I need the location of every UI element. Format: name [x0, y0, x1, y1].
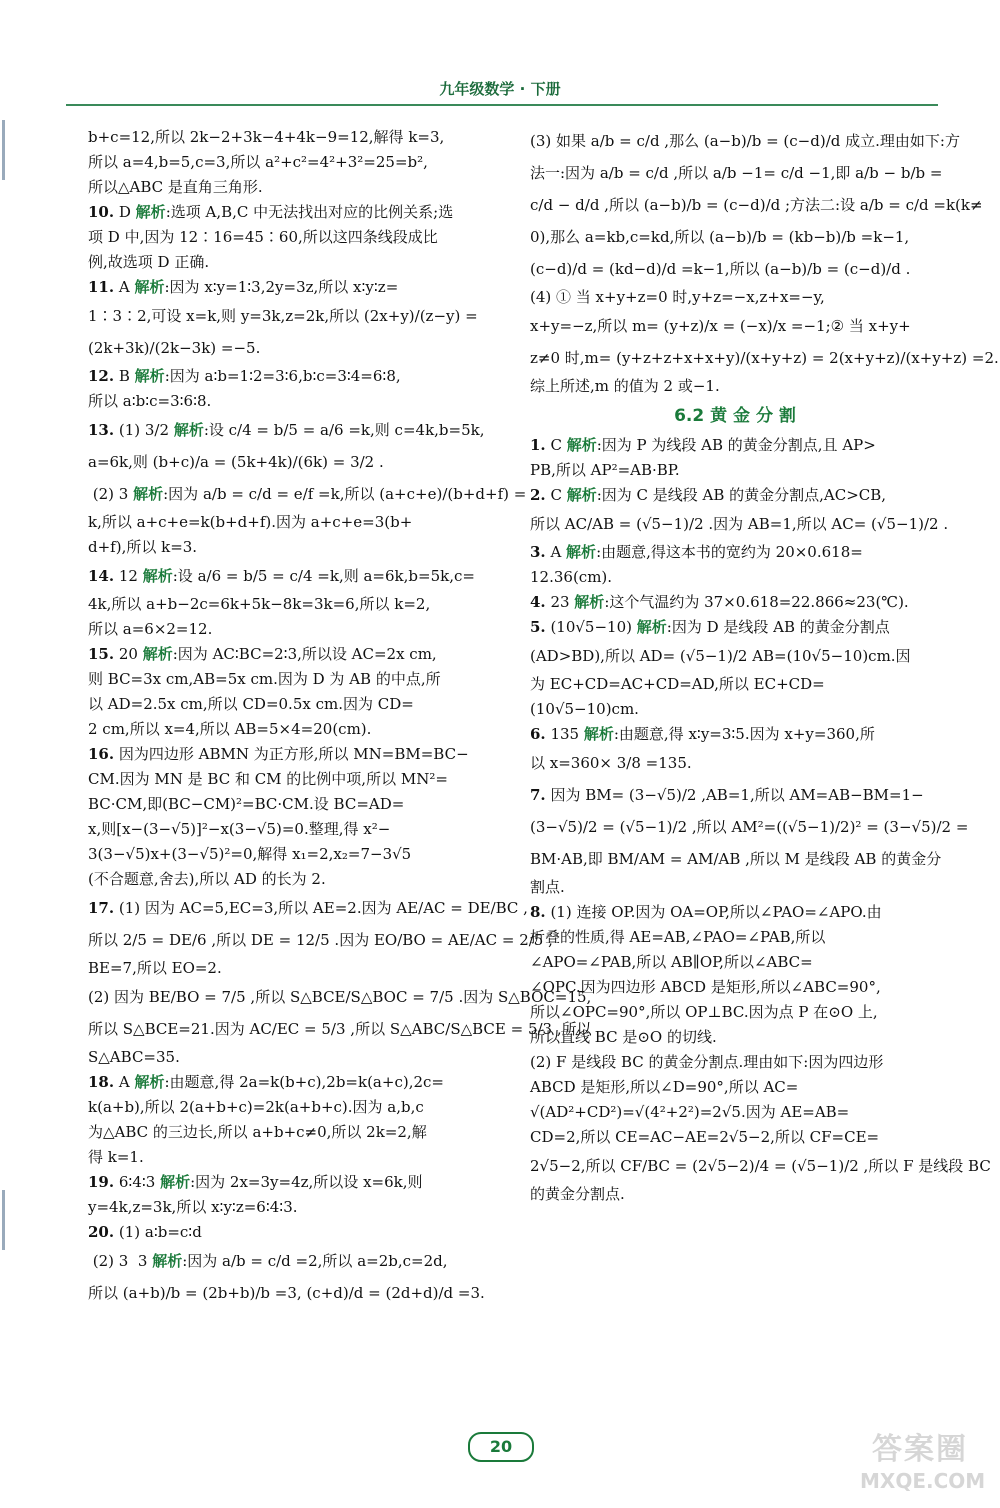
- answer-line: [530, 310, 940, 342]
- watermark-text: 答案圈: [872, 1432, 968, 1467]
- answer-text: B: [114, 367, 135, 385]
- answer-line: [88, 924, 553, 956]
- analysis-label: 解析: [636, 618, 667, 636]
- answer-text: y=4k,z=3k,所以 x∶y∶z=6∶4∶3.: [88, 1198, 298, 1216]
- answer-text: k(a+b),所以 2(a+b+c)=2k(a+b+c).因为 a,b,c: [88, 1098, 424, 1116]
- answer-line: [530, 1075, 940, 1100]
- answer-line: [530, 253, 940, 285]
- binding-mark: [2, 120, 5, 180]
- answer-text: 综上所述,m 的值为 2 或−1.: [530, 377, 720, 395]
- answer-line: [88, 1170, 494, 1195]
- answer-line: [88, 892, 528, 924]
- page-header: 九年级数学 · 下册: [439, 80, 561, 98]
- question-number: 17.: [88, 899, 115, 917]
- answer-text: (10√5−10)cm.: [530, 700, 639, 718]
- answer-text: BC·CM,即(BC−CM)²=BC·CM.设 BC=AD=: [88, 795, 405, 813]
- analysis-label: 解析: [152, 1252, 183, 1270]
- answer-text: 以 x=360× 3/8 =135.: [530, 754, 692, 772]
- answer-text: (3−√5)/2 = (√5−1)/2 ,所以 AM²=((√5−1)/2)² = (3−√5)/2 =: [530, 818, 969, 836]
- answer-line: [88, 717, 494, 742]
- question-number: 2.: [530, 486, 546, 504]
- answer-line: [88, 446, 494, 478]
- section-title: 6.2 黄 金 分 割: [674, 406, 796, 426]
- answer-text: 所以直线 BC 是⊙O 的切线.: [530, 1028, 717, 1046]
- answer-line: [530, 1050, 940, 1075]
- analysis-label: 解析: [133, 485, 164, 503]
- answer-text: 所以△ABC 是直角三角形.: [88, 178, 263, 196]
- answer-line: [530, 285, 940, 310]
- answer-line: [530, 779, 940, 811]
- answer-text: 1∶3∶2,可设 x=k,则 y=3k,z=2k,所以 (2x+y)/(z−y) =: [88, 307, 478, 325]
- answer-text: 3(3−√5)x+(3−√5)²=0,解得 x₁=2,x₂=7−3√5: [88, 845, 412, 863]
- answer-line: [530, 875, 940, 900]
- answer-text: 2 cm,所以 x=4,所以 AB=5×4=20(cm).: [88, 720, 372, 738]
- answer-text: (1) 连接 OP.因为 OA=OP,所以∠PAO=∠APO.由: [545, 903, 882, 921]
- answer-line: [88, 592, 494, 617]
- answer-text: x+y=−z,所以 m= (y+z)/x = (−x)/x =−1;② 当 x+y+: [530, 317, 911, 335]
- analysis-text: :这个气温约为 37×0.618=22.866≈23(℃).: [604, 593, 909, 611]
- question-number: 14.: [88, 567, 115, 585]
- answer-text: 折叠的性质,得 AE=AB,∠PAO=∠PAB,所以: [530, 928, 826, 946]
- answer-text: (2k+3k)/(2k−3k) =−5.: [88, 339, 261, 357]
- analysis-label: 解析: [173, 421, 204, 439]
- analysis-label: 解析: [134, 278, 165, 296]
- question-number: 6.: [530, 725, 546, 743]
- answer-text: z≠0 时,m= (y+z+z+x+x+y)/(x+y+z) = 2(x+y+z)/(x+y+z) =2.: [530, 349, 999, 367]
- question-number: 5.: [530, 618, 546, 636]
- answer-text: a=6k,则 (b+c)/a = (5k+4k)/(6k) = 3/2 .: [88, 453, 384, 471]
- analysis-label: 解析: [135, 203, 166, 221]
- watermark-url: MXQE.COM: [860, 1469, 986, 1493]
- answer-text: BE=7,所以 EO=2.: [88, 959, 222, 977]
- answer-line: [530, 1182, 940, 1207]
- answer-line: [88, 275, 494, 300]
- binding-mark: [2, 1190, 5, 1250]
- answer-text: PB,所以 AP²=AB·BP.: [530, 461, 680, 479]
- answer-line: [530, 697, 940, 722]
- answer-text: CD=2,所以 CE=AC−AE=2√5−2,所以 CF=CE=: [530, 1128, 880, 1146]
- answer-text: 4k,所以 a+b−2c=6k+5k−8k=3k=6,所以 k=2,: [88, 595, 431, 613]
- header-divider: [66, 104, 938, 106]
- analysis-text: :由题意,得这本书的宽约为 20×0.618=: [596, 543, 863, 561]
- analysis-text: :选项 A,B,C 中无法找出对应的比例关系;选: [165, 203, 454, 221]
- answer-line: [530, 374, 940, 399]
- answer-line: [88, 742, 494, 767]
- analysis-label: 解析: [160, 1173, 191, 1191]
- answer-text: k,所以 a+c+e=k(b+d+f).因为 a+c+e=3(b+: [88, 513, 413, 531]
- answer-text: (c−d)/d = (kd−d)/d =k−1,所以 (a−b)/b = (c−d)/d .: [530, 260, 911, 278]
- answer-text: b+c=12,所以 2k−2+3k−4+4k−9=12,解得 k=3,: [88, 128, 445, 146]
- analysis-text: :因为 C 是线段 AB 的黄金分割点,AC>CB,: [596, 486, 887, 504]
- answer-line: [88, 667, 494, 692]
- answer-text: 为 EC+CD=AC+CD=AD,所以 EC+CD=: [530, 675, 825, 693]
- analysis-text: :设 a/6 = b/5 = c/4 =k,则 a=6k,b=5k,c=: [172, 567, 475, 585]
- answer-line: [530, 975, 940, 1000]
- answer-line: [88, 1070, 494, 1095]
- answer-text: 0),那么 a=kb,c=kd,所以 (a−b)/b = (kb−b)/b =k−1,: [530, 228, 910, 246]
- answer-line: [530, 540, 940, 565]
- question-number: 13.: [88, 421, 115, 439]
- answer-line: [88, 767, 494, 792]
- answer-text: 则 BC=3x cm,AB=5x cm.因为 D 为 AB 的中点,所: [88, 670, 441, 688]
- answer-line: [530, 458, 940, 483]
- answer-text: CM.因为 MN 是 BC 和 CM 的比例中项,所以 MN²=: [88, 770, 448, 788]
- answer-text: √(AD²+CD²)=√(4²+2²)=2√5.因为 AE=AB=: [530, 1103, 850, 1121]
- answer-line: [88, 200, 494, 225]
- answer-line: [88, 1013, 592, 1045]
- answer-line: [88, 867, 494, 892]
- page-number: 20: [468, 1432, 534, 1462]
- question-number: 18.: [88, 1073, 115, 1091]
- answer-text: 所以 a=4,b=5,c=3,所以 a²+c²=4²+3²=25=b²,: [88, 153, 428, 171]
- answer-line: [530, 1125, 940, 1150]
- answer-line: [88, 1120, 494, 1145]
- analysis-text: :设 c/4 = b/5 = a/6 =k,则 c=4k,b=5k,: [203, 421, 485, 439]
- question-number: 19.: [88, 1173, 115, 1191]
- answer-text: (1) a∶b=c∶d: [114, 1223, 202, 1241]
- answer-line: [88, 842, 494, 867]
- answer-text: (1) 因为 AC=5,EC=3,所以 AE=2.因为 AE/AC = DE/BC ,: [114, 899, 528, 917]
- question-number: 7.: [530, 786, 546, 804]
- analysis-label: 解析: [566, 486, 597, 504]
- answer-text: 所以 a=6×2=12.: [88, 620, 213, 638]
- answer-line: [88, 956, 494, 981]
- question-number: 11.: [88, 278, 115, 296]
- answer-text: 因为 BM= (3−√5)/2 ,AB=1,所以 AM=AB−BM=1−: [545, 786, 924, 804]
- answer-text: 2√5−2,所以 CF/BC = (2√5−2)/4 = (√5−1)/2 ,所以 F 是线段 BC: [530, 1157, 991, 1175]
- answer-line: [530, 157, 943, 189]
- answer-line: [88, 1220, 494, 1245]
- analysis-label: 解析: [574, 593, 605, 611]
- answer-line: [88, 1145, 494, 1170]
- answer-text: S△ABC=35.: [88, 1048, 180, 1066]
- answer-line: [88, 478, 527, 510]
- answer-text: 12: [114, 567, 143, 585]
- answer-line: [88, 125, 494, 150]
- answer-text: 以 AD=2.5x cm,所以 CD=0.5x cm.因为 CD=: [88, 695, 414, 713]
- answer-text: A: [114, 1073, 135, 1091]
- answer-line: [88, 300, 494, 332]
- answer-line: [88, 225, 494, 250]
- analysis-label: 解析: [142, 567, 173, 585]
- answer-line: [530, 747, 940, 779]
- answer-line: [530, 640, 940, 672]
- analysis-text: :因为 D 是线段 AB 的黄金分割点: [666, 618, 890, 636]
- answer-line: [530, 508, 949, 540]
- answer-text: ∠OPC.因为四边形 ABCD 是矩形,所以∠ABC=90°,: [530, 978, 881, 996]
- answer-text: 所以 S△BCE=21.因为 AC/EC = 5/3 ,所以 S△ABC/S△BCE = 5/3 ,所以: [88, 1020, 592, 1038]
- answer-line: [88, 332, 494, 364]
- answer-text: (2) F 是线段 BC 的黄金分割点.理由如下:因为四边形: [530, 1053, 884, 1071]
- answer-text: 所以 2/5 = DE/6 ,所以 DE = 12/5 .因为 EO/BO = AE/AC = 2/5 ,: [88, 931, 553, 949]
- analysis-text: :因为 a/b = c/d =2,所以 a=2b,c=2d,: [182, 1252, 448, 1270]
- analysis-text: :因为 a/b = c/d = e/f =k,所以 (a+c+e)/(b+d+f) =: [163, 485, 527, 503]
- analysis-text: :因为 2x=3y=4z,所以设 x=6k,则: [190, 1173, 423, 1191]
- answer-line: [88, 692, 494, 717]
- question-number: 16.: [88, 745, 115, 763]
- answer-text: BM·AB,即 BM/AM = AM/AB ,所以 M 是线段 AB 的黄金分: [530, 850, 942, 868]
- answer-line: [88, 1277, 494, 1309]
- answer-text: (1) 3/2: [114, 421, 174, 439]
- answer-line: [530, 1025, 940, 1050]
- answer-text: (3) 如果 a/b = c/d ,那么 (a−b)/b = (c−d)/d 成立.理由如下:方: [530, 132, 960, 150]
- answer-line: [88, 1245, 494, 1277]
- answer-text: C: [545, 436, 567, 454]
- answer-text: (10√5−10): [545, 618, 637, 636]
- answer-line: [88, 981, 592, 1013]
- watermark-logo: [860, 1430, 986, 1500]
- answer-line: [88, 414, 494, 446]
- answer-line: [88, 510, 494, 535]
- answer-line: [88, 175, 494, 200]
- analysis-label: 解析: [566, 436, 597, 454]
- question-number: 1.: [530, 436, 546, 454]
- answer-line: [88, 535, 494, 560]
- answer-line: [530, 811, 969, 843]
- answer-line: [88, 1195, 494, 1220]
- answer-text: 为△ABC 的三边长,所以 a+b+c≠0,所以 2k=2,解: [88, 1123, 427, 1141]
- analysis-label: 解析: [583, 725, 614, 743]
- answer-text: D: [114, 203, 136, 221]
- answer-text: 12.36(cm).: [530, 568, 613, 586]
- answer-line: [530, 590, 940, 615]
- analysis-text: :因为 P 为线段 AB 的黄金分割点,且 AP>: [596, 436, 876, 454]
- analysis-text: :因为 AC∶BC=2∶3,所以设 AC=2x cm,: [172, 645, 437, 663]
- answer-line: [530, 1000, 940, 1025]
- analysis-text: :因为 a∶b=1∶2=3∶6,b∶c=3∶4=6∶8,: [164, 367, 401, 385]
- answer-text: C: [545, 486, 567, 504]
- answer-text: 项 D 中,因为 12∶16=45∶60,所以这四条线段成比: [88, 228, 438, 246]
- analysis-label: 解析: [566, 543, 597, 561]
- answer-text: ABCD 是矩形,所以∠D=90°,所以 AC=: [530, 1078, 799, 1096]
- answer-text: 135: [545, 725, 584, 743]
- answer-text: (4) ① 当 x+y+z=0 时,y+z=−x,z+x=−y,: [530, 288, 825, 306]
- analysis-label: 解析: [134, 367, 165, 385]
- answer-text: ∠APO=∠PAB,所以 AB∥OP,所以∠ABC=: [530, 953, 813, 971]
- answer-text: (2) 因为 BE/BO = 7/5 ,所以 S△BCE/S△BOC = 7/5 .因为 S△BOC=15,: [88, 988, 592, 1006]
- answer-line: [530, 221, 940, 253]
- question-number: 15.: [88, 645, 115, 663]
- question-number: 12.: [88, 367, 115, 385]
- answer-text: A: [114, 278, 135, 296]
- answer-text: x,则[x−(3−√5)]²−x(3−√5)=0.整理,得 x²−: [88, 820, 391, 838]
- answer-text: 因为四边形 ABMN 为正方形,所以 MN=BM=BC−: [114, 745, 469, 763]
- answer-text: (2) 3: [88, 485, 134, 503]
- answer-line: [88, 364, 494, 389]
- answer-text: (不合题意,舍去),所以 AD 的长为 2.: [88, 870, 326, 888]
- analysis-label: 解析: [142, 645, 173, 663]
- answer-line: [88, 792, 494, 817]
- answer-line: [88, 250, 494, 275]
- answer-line: [530, 1100, 940, 1125]
- answer-line: [88, 389, 494, 414]
- answer-text: d+f),所以 k=3.: [88, 538, 198, 556]
- question-number: 8.: [530, 903, 546, 921]
- answer-text: 所以 (a+b)/b = (2b+b)/b =3, (c+d)/d = (2d+d)/d =3.: [88, 1284, 485, 1302]
- answer-line: [530, 722, 940, 747]
- analysis-text: :由题意,得 x∶y=3∶5.因为 x+y=360,所: [613, 725, 875, 743]
- answer-line: [530, 615, 940, 640]
- answer-line: [88, 560, 494, 592]
- question-number: 10.: [88, 203, 115, 221]
- answer-text: (2) 3 3: [88, 1252, 153, 1270]
- answer-text: 23: [545, 593, 575, 611]
- answer-line: [530, 433, 940, 458]
- answer-text: 所以 AC/AB = (√5−1)/2 .因为 AB=1,所以 AC= (√5−1)/2 .: [530, 515, 949, 533]
- answer-line: [88, 1095, 494, 1120]
- answer-line: [530, 125, 960, 157]
- answer-line: [530, 483, 940, 508]
- answer-line: [530, 900, 940, 925]
- answer-line: [530, 565, 940, 590]
- right-column: [530, 125, 999, 1207]
- answer-line: [530, 950, 940, 975]
- answer-text: 割点.: [530, 878, 565, 896]
- answer-line: [88, 817, 494, 842]
- answer-line: [88, 1045, 494, 1070]
- answer-text: 6∶4∶3: [114, 1173, 161, 1191]
- answer-line: [88, 150, 494, 175]
- analysis-text: :因为 x∶y=1∶3,2y=3z,所以 x∶y∶z=: [164, 278, 399, 296]
- answer-line: [88, 617, 494, 642]
- question-number: 3.: [530, 543, 546, 561]
- answer-text: 的黄金分割点.: [530, 1185, 625, 1203]
- analysis-label: 解析: [134, 1073, 165, 1091]
- analysis-text: :由题意,得 2a=k(b+c),2b=k(a+c),2c=: [164, 1073, 444, 1091]
- answer-line: [530, 189, 983, 221]
- answer-text: 20: [114, 645, 143, 663]
- question-number: 20.: [88, 1223, 115, 1241]
- answer-text: 例,故选项 D 正确.: [88, 253, 210, 271]
- answer-text: A: [545, 543, 567, 561]
- answer-line: [530, 843, 940, 875]
- answer-text: 所以∠OPC=90°,所以 OP⊥BC.因为点 P 在⊙O 上,: [530, 1003, 878, 1021]
- question-number: 4.: [530, 593, 546, 611]
- answer-text: 得 k=1.: [88, 1148, 144, 1166]
- answer-text: (AD>BD),所以 AD= (√5−1)/2 AB=(10√5−10)cm.因: [530, 647, 911, 665]
- answer-line: [530, 672, 940, 697]
- answer-text: 所以 a∶b∶c=3∶6∶8.: [88, 392, 212, 410]
- answer-line: [530, 925, 940, 950]
- answer-line: [530, 342, 999, 374]
- answer-line: [88, 642, 494, 667]
- answer-text: c/d − d/d ,所以 (a−b)/b = (c−d)/d ;方法二:设 a/b = c/d =k(k≠: [530, 196, 983, 214]
- answer-line: [530, 1150, 991, 1182]
- answer-text: 法一:因为 a/b = c/d ,所以 a/b −1= c/d −1,即 a/b − b/b =: [530, 164, 943, 182]
